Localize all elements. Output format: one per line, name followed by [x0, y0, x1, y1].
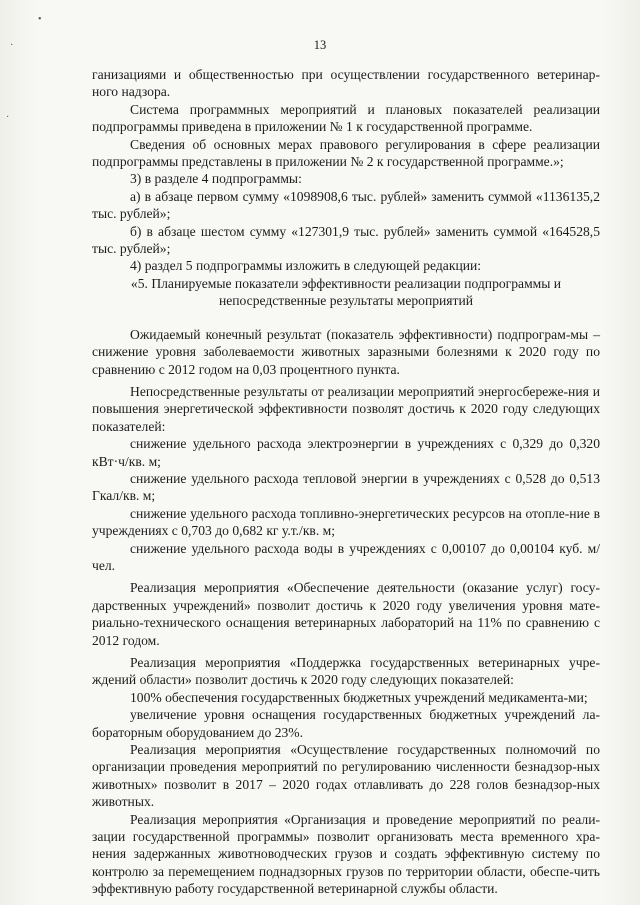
paragraph: 3) в разделе 4 подпрограммы: [130, 171, 302, 187]
paragraph: Непосредственные результаты от реализации мероприятий энергосбереже-ния и повышения энергетической эффективности позволят достичь к 2020 году следующих показателей: [92, 383, 600, 434]
paragraph: б) в абзаце шестом сумму «127301,9 тыс. рублей» заменить суммой «164528,5 тыс. рублей»; [92, 223, 600, 257]
paragraph: 4) раздел 5 подпрограммы изложить в следующей редакции: [130, 258, 482, 274]
paragraph: Реализация мероприятия «Поддержка государственных ветеринарных учре-ждений области» позволит достичь к 2020 году следующих показателей: [92, 655, 600, 688]
section-heading-line2: непосредственные результаты мероприятий [218, 293, 474, 309]
scan-speck-mark: • [38, 14, 42, 25]
paragraph: Сведения об основных мерах правового регулирования в сфере реализации подпрограммы представлены в приложении № 2 к государственной программе.»; [92, 136, 600, 170]
paragraph: Реализация мероприятия «Осуществление государственных полномочий по организации проведения мероприятий по регулированию численности безнадзор-ных животных» позволит в 2017 – 2020 годах отлавливать до 228 голов безнадзор-ных животных. [92, 742, 600, 810]
paragraph: ганизациями и общественностью при осуществлении государственного ветеринар-ного надзора. [92, 67, 600, 100]
page-number: 13 [313, 38, 327, 52]
scan-speck-mark: · [10, 40, 14, 51]
paragraph: Реализация мероприятия «Организация и проведение мероприятий по реали-зации государственной программы» позволит организовать места временного хра-нения задержанных животноводческих грузов и создать эффективную систему по контролю за перемещением поднадзорных грузов по территории области, обеспе-чить эффективную работу государственной ветеринарной службы области. [92, 811, 600, 897]
list-item: снижение удельного расхода тепловой энергии в учреждениях с 0,528 до 0,513 Гкал/кв. м; [92, 470, 600, 504]
paragraph: Ожидаемый конечный результат (показатель эффективности) подпрограм-мы – снижение уровня заболеваемости животных заразными болезнями к 2020 году по сравнению с 2012 годом на 0,03 процентного пункта. [92, 326, 600, 377]
scan-speck-mark: · [6, 112, 10, 123]
paragraph: Система программных мероприятий и плановых показателей реализации подпрограммы приведена в приложении № 1 к государственной программе. [92, 101, 600, 135]
list-item: снижение удельного расхода топливно-энергетических ресурсов на отопле-ние в учреждениях с 0,703 до 0,682 кг у.т./кв. м; [92, 505, 600, 539]
paragraph: а) в абзаце первом сумму «1098908,6 тыс. рублей» заменить суммой «1136135,2 тыс. рублей»; [92, 188, 600, 222]
document-body [92, 66, 600, 898]
list-item: 100% обеспечения государственных бюджетных учреждений медикамента-ми; [130, 689, 588, 705]
section-heading-line1: «5. Планируемые показатели эффективности реализации подпрограммы и [130, 275, 562, 291]
list-item: увеличение уровня оснащения государственных бюджетных учреждений ла-бораторным оборудованием до 23%. [92, 707, 600, 740]
paragraph: Реализация мероприятия «Обеспечение деятельности (оказание услуг) госу-дарственных учреждений» позволит достичь к 2020 году увеличения уровня мате-риально-технического оснащения ветеринарных лабораторий на 11% по сравнению с 2012 годом. [92, 580, 600, 648]
list-item: снижение удельного расхода электроэнергии в учреждениях с 0,329 до 0,320 кВт·ч/кв. м; [92, 436, 600, 469]
list-item: снижение удельного расхода воды в учреждениях с 0,00107 до 0,00104 куб. м/чел. [92, 540, 600, 573]
